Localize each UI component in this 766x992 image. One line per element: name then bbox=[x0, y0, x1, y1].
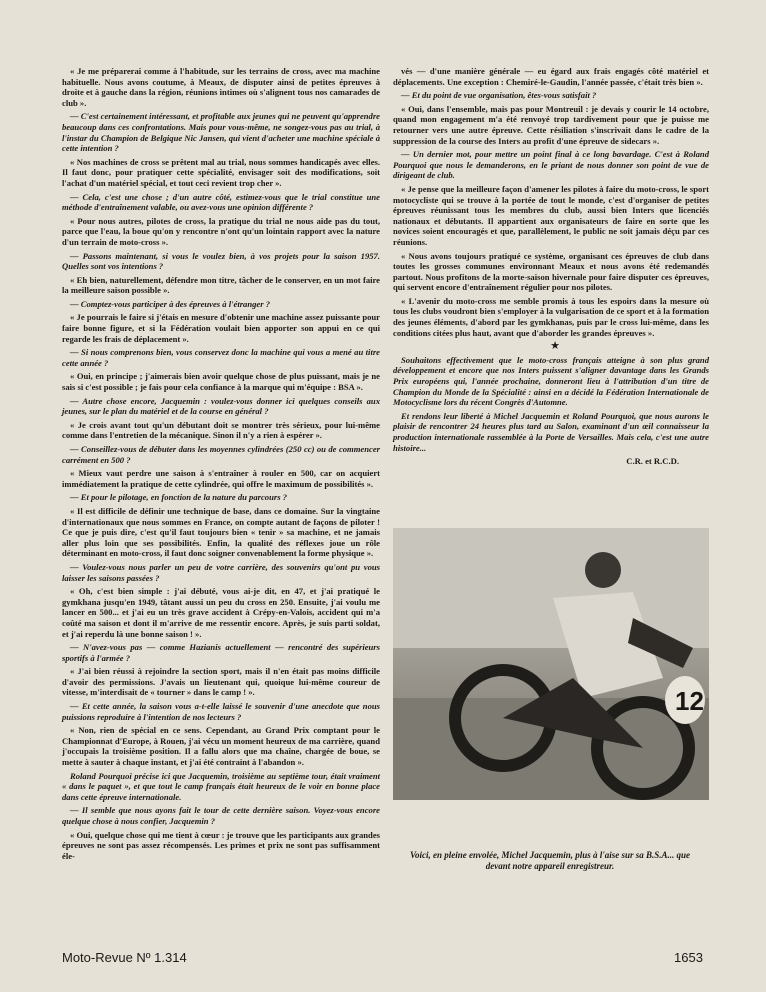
left-column-paragraph: — Il semble que nous ayons fait le tour de cette dernière saison. Voyez-vous encore quelque chose à nous confier, Jacquemin ? bbox=[62, 805, 380, 826]
left-column-paragraph: — N'avez-vous pas — comme Hazianis actuellement — rencontré des supérieurs sportifs à l'armée ? bbox=[62, 642, 380, 663]
left-column-paragraph: — Voulez-vous nous parler un peu de votre carrière, des souvenirs qu'ont pu vous laisser les saisons passées ? bbox=[62, 561, 380, 583]
right-column-paragraph: « Nous avons toujours pratiqué ce système, organisant ces épreuves de club dans toutes les grosses communes environnant Meaux et nous avons été redemandés partout. Nous profitons de la morte-saison hivernale pour faire disputer ces épreuves, qui servent encore d'entraînement régulier pour nos pilotes. bbox=[393, 250, 709, 293]
right-column-paragraph: Souhaitons effectivement que le moto-cross français atteigne à son plus grand développement et encore que nos Inters puissent s'aligner davantage dans les Grands Prix européens qui, l'année prochaine, donneront lieu à l'attribution d'un titre de Champion du Monde de la Spécialité : ainsi en a décidé la Fédération Internationale de Motocyclisme lors du récent Congrès d'Automne. bbox=[393, 354, 709, 408]
right-column-paragraph: vés — d'une manière générale — eu égard aux frais engagés côté matériel et déplacements. Une exception : Chemiré-le-Gaudin, l'année passée, c'était très bien ». bbox=[393, 66, 709, 87]
left-column-paragraph: « Oui, quelque chose qui me tient à cœur : je trouve que les participants aux grandes épreuves ne sont pas assez récompensés. Les primes et prix ne sont pas suffisamment éle- bbox=[62, 829, 380, 861]
left-column-paragraph: « Mieux vaut perdre une saison à s'entraîner à rouler en 500, car on acquiert immédiatement la pratique de cette cylindrée, qui offre le maximum de possibilités ». bbox=[62, 468, 380, 489]
right-column-paragraph: « Je pense que la meilleure façon d'amener les pilotes à faire du moto-cross, le sport motocycliste qui se trouve à la portée de tout le monde, c'est d'organiser de petites épreuves réunissant tous les membres du club, aussi bien Inters que licenciés nationaux et débutants. Il appartient aux organisateurs de faire en sorte que les novices soient encouragés et que, parallèlement, le public ne soit jamais déçu par ces réunions. bbox=[393, 183, 709, 247]
left-column-paragraph: « Oh, c'est bien simple : j'ai débuté, vous ai-je dit, en 47, et j'ai pratiqué le gymkhana jusqu'en 1949, tâtant aussi un peu du cross en 250. Ensuite, j'ai voulu me lancer en 500... et j'ai eu un très grave accident à Crépy-en-Valois, accident qui m'a coûté ma saison et dont il m'arrive de me ressentir encore. Après, je suis parti soldat, et j'ai reperdu là une bonne saison ! ». bbox=[62, 586, 380, 639]
left-column-paragraph: « Nos machines de cross se prêtent mal au trial, nous sommes handicapés avec elles. Il faut donc, pour pratiquer cette spécialité, envisager soit des modifications, soit l'achat d'un matériel spécial, et tout ceci revient trop cher ». bbox=[62, 156, 380, 188]
left-column-paragraph: — Et cette année, la saison vous a-t-elle laissé le souvenir d'une anecdote que nous puissions reproduire à l'intention de nos lecteurs ? bbox=[62, 701, 380, 722]
right-column-paragraph: « Oui, dans l'ensemble, mais pas pour Montreuil : je devais y courir le 14 octobre, quand mon engagement m'a été renvoyé trop tardivement pour que je puisse me retourner vers une autre épreuve. Cette résiliation s'inscrivait dans le cadre de la suppression de la course des Inters au profit d'une épreuve de sidecars ». bbox=[393, 103, 709, 146]
left-column-paragraph: « Je pourrais le faire si j'étais en mesure d'obtenir une machine assez puissante pour faire bonne figure, et si la Fédération voulait bien apporter son appui en ce qui regarde les frais de déplacement ». bbox=[62, 312, 380, 344]
left-column-paragraph: « Il est difficile de définir une technique de base, dans ce domaine. Sur la vingtaine d'internationaux que nous sommes en France, on compte autant de façons de piloter ! Ce que je puis dire, c'est qu'il faut toujours bien « tenir » sa machine, et ne jamais aller plus loin que ses possibilités. Enfin, la qualité des réflexes joue un rôle déterminant en moto-cross, il faut donc soigner convenablement la forme physique ». bbox=[62, 505, 380, 559]
right-column-paragraph: Et rendons leur liberté à Michel Jacquemin et Roland Pourquoi, que nous aurons le plaisir de rencontrer 24 heures plus tard au Salon, examinant d'un œil connaisseur la production internationale rassemblée à la Porte de Versailles. Mais cela, c'est une autre histoire... bbox=[393, 410, 709, 453]
left-column-paragraph: « Je crois avant tout qu'un débutant doit se montrer très sérieux, pour lui-même comme dans l'entretien de la mécanique. Sinon il n'y a rien à espérer ». bbox=[62, 419, 380, 441]
left-column-paragraph: — Comptez-vous participer à des épreuves à l'étranger ? bbox=[70, 298, 271, 309]
magazine-issue: Moto-Revue Nº 1.314 bbox=[62, 950, 187, 965]
right-column-paragraph: « L'avenir du moto-cross me semble promis à tous les espoirs dans la mesure où tous les clubs voudront bien s'employer à la vulgarisation de ce sport et à la formation des jeunes éléments, d'abord par les gymkhanas, puis par le cross lui-même, dans les conditions citées plus haut, avant que d'aborder les grandes épreuves ». bbox=[393, 295, 709, 338]
left-column-paragraph: — Conseillez-vous de débuter dans les moyennes cylindrées (250 cc) ou de commencer carrément en 500 ? bbox=[62, 444, 380, 465]
left-column-paragraph: — Autre chose encore, Jacquemin : voulez-vous donner ici quelques conseils aux jeunes, sur le plan du matériel et de la course en général ? bbox=[62, 395, 380, 417]
right-column-paragraph: — Un dernier mot, pour mettre un point final à ce long bavardage. C'est à Roland Pourquoi que nous le demanderons, en le priant de nous donner son point de vue de dirigeant de club. bbox=[393, 149, 709, 181]
left-column-paragraph: Roland Pourquoi précise ici que Jacquemin, troisième au septième tour, était vraiment « dans le paquet », et que tout le camp français était heureux de le voir en bonne place dans cette épreuve internationale. bbox=[62, 770, 380, 802]
right-column-paragraph: ★ bbox=[550, 340, 560, 353]
left-column-paragraph: — Si nous comprenons bien, vous conservez donc la machine qui vous a mené au titre cette année ? bbox=[62, 347, 380, 368]
right-column-paragraph: C.R. et R.C.D. bbox=[626, 456, 679, 467]
right-column-paragraph: — Et du point de vue organisation, êtes-vous satisfait ? bbox=[401, 90, 597, 101]
left-column-paragraph: — C'est certainement intéressant, et profitable aux jeunes qui ne peuvent qu'apprendre beaucoup dans ces confrontations. Mais pour vous-même, ne songez-vous pas au trial, à l'instar du Champion de Belgique Nic Jansen, qui vient d'acheter une machine spéciale à cette intention ? bbox=[62, 111, 380, 154]
left-column-paragraph: « Pour nous autres, pilotes de cross, la pratique du trial ne nous aide pas du tout, parce que l'eau, la boue qu'on y rencontre n'ont qu'un lointain rapport avec la nature d'un terrain de moto-cross ». bbox=[62, 215, 380, 247]
left-column-paragraph: « Non, rien de spécial en ce sens. Cependant, au Grand Prix comptant pour le Championnat d'Europe, à Rouen, j'ai vécu un moment heureux de ma carrière, quand j'occupais la troisième position. Il a fallu alors que ma chaîne, chargée de boue, se mette à sauter à chaque instant, et j'ai été contraint à l'abandon ». bbox=[62, 725, 380, 768]
left-column-paragraph: « Eh bien, naturellement, défendre mon titre, tâcher de le conserver, en un mot faire la meilleure saison possible ». bbox=[62, 274, 380, 296]
rider-illustration bbox=[393, 528, 709, 800]
left-column-paragraph: — Cela, c'est une chose ; d'un autre côté, estimez-vous que le trial constitue une méthode d'entraînement valable, ou avez-vous une opinion différente ? bbox=[62, 191, 380, 213]
photo-motocross-rider bbox=[393, 528, 709, 800]
left-column bbox=[62, 66, 380, 864]
number-plate: 12 bbox=[675, 686, 704, 716]
photo-caption: Voici, en pleine envolée, Michel Jacquemin, plus à l'aise sur sa B.S.A... que devant notre appareil enregistreur. bbox=[409, 850, 690, 871]
left-column-paragraph: — Et pour le pilotage, en fonction de la nature du parcours ? bbox=[70, 492, 288, 503]
right-column bbox=[393, 66, 709, 470]
left-column-paragraph: « J'ai bien réussi à rejoindre la section sport, mais il n'en était pas moins difficile d'avoir des permissions. J'avais un lieutenant qui, quoique lui-même coureur de vitesse, m'interdisait de « tourner » dans le camp ! ». bbox=[62, 666, 380, 698]
left-column-paragraph: — Passons maintenant, si vous le voulez bien, à vos projets pour la saison 1957. Quelles sont vos intentions ? bbox=[62, 250, 380, 272]
left-column-paragraph: « Je me préparerai comme à l'habitude, sur les terrains de cross, avec ma machine habituelle. Nous avons coutume, à Meaux, de disputer ainsi de petites épreuves à droite et à gauche dans la région, réunions intimes où s'alignent tous nos camarades de club ». bbox=[62, 66, 380, 108]
left-column-paragraph: « Oui, en principe ; j'aimerais bien avoir quelque chose de plus puissant, mais je ne sais si c'est possible ; je fais pour cela confiance à la marque qui m'équipe : BSA ». bbox=[62, 371, 380, 393]
page-number: 1653 bbox=[674, 950, 703, 965]
